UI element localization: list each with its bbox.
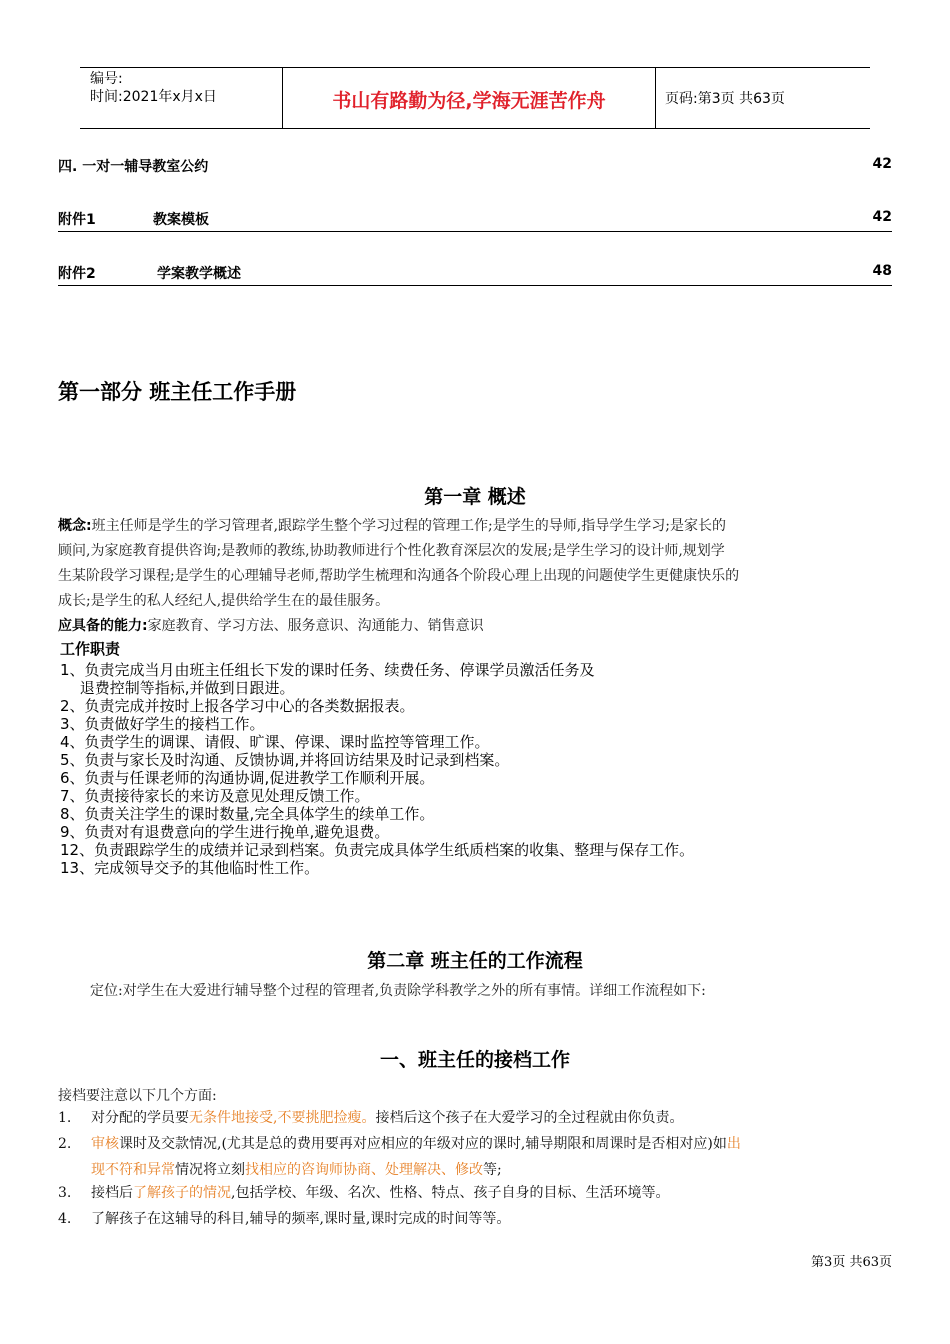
page-footer: 第3页 共63页 <box>811 1255 892 1270</box>
duty-item: 8、负责关注学生的课时数量,完全具体学生的续单工作。 <box>60 805 435 823</box>
toc-page: 48 <box>872 263 892 279</box>
header-page: 页码:第3页 共63页 <box>665 91 785 107</box>
header-bottom-rule <box>80 128 870 129</box>
duty-item: 4、负责学生的调课、请假、旷课、停课、课时监控等管理工作。 <box>60 733 490 751</box>
toc-page: 42 <box>872 209 892 225</box>
concept-label: 概念: <box>58 518 92 534</box>
header-motto: 书山有路勤为径,学海无涯苦作舟 <box>332 90 606 112</box>
toc-label: 学案教学概述 <box>157 266 241 282</box>
toc-label: 四. 一对一辅导教室公约 <box>58 159 209 175</box>
concept-line: 班主任师是学生的学习管理者,跟踪学生整个学习过程的管理工作;是学生的导师,指导学生学习;是家长的 <box>91 518 726 534</box>
highlight-text: 找相应的咨询师协商、处理解决、修改 <box>245 1162 483 1178</box>
concept-line: 成长;是学生的私人经纪人,提供给学生在的最佳服务。 <box>58 593 390 609</box>
duty-list <box>60 661 694 877</box>
section1-title: 一、班主任的接档工作 <box>379 1049 570 1071</box>
chapter2-intro: 定位:对学生在大爱进行辅导整个过程的管理者,负责除学科教学之外的所有事情。详细工作流程如下: <box>90 983 706 999</box>
duty-item: 13、完成领导交予的其他临时性工作。 <box>60 859 320 877</box>
section1-intro: 接档要注意以下几个方面: <box>58 1088 217 1104</box>
duty-item: 7、负责接待家长的来访及意见处理反馈工作。 <box>60 787 370 805</box>
highlight-text: 无条件地接受,不要挑肥捡瘦。 <box>189 1110 376 1126</box>
toc-prefix: 附件2 <box>58 266 96 282</box>
header-top-rule <box>80 67 870 68</box>
list-number: 1. <box>58 1110 72 1126</box>
ability-text: 家庭教育、学习方法、服务意识、沟通能力、销售意识 <box>147 618 484 634</box>
concept-paragraph <box>58 514 898 614</box>
ability-line <box>58 615 484 635</box>
toc-label: 教案模板 <box>153 212 209 228</box>
duty-item: 12、负责跟踪学生的成绩并记录到档案。负责完成具体学生纸质档案的收集、整理与保存工作。 <box>60 841 695 859</box>
list-number: 3. <box>58 1185 72 1201</box>
list-number: 2. <box>58 1136 72 1152</box>
toc-prefix: 附件1 <box>58 212 96 228</box>
highlight-text: 审核 <box>91 1136 119 1152</box>
concept-line: 顾问,为家庭教育提供咨询;是教师的教练,协助教师进行个性化教育深层次的发展;是学生学习的设计师,规划学 <box>58 543 725 559</box>
toc-row[interactable] <box>58 156 892 178</box>
highlight-text: 了解孩子的情况 <box>133 1185 231 1201</box>
toc-page: 42 <box>872 156 892 172</box>
list-number: 4. <box>58 1211 72 1227</box>
duty-item: 6、负责与任课老师的沟通协调,促进教学工作顺利开展。 <box>60 769 435 787</box>
chapter1-title: 第一章 概述 <box>424 486 526 508</box>
duty-item: 5、负责与家长及时沟通、反馈协调,并将回访结果及时记录到档案。 <box>60 751 510 769</box>
header-divider <box>655 67 656 129</box>
toc-row[interactable] <box>58 263 892 286</box>
ability-label: 应具备的能力: <box>58 618 148 634</box>
header-time: 时间:2021年x月x日 <box>90 89 217 105</box>
duty-item: 1、负责完成当月由班主任组长下发的课时任务、续费任务、停课学员激活任务及 <box>60 661 595 679</box>
duty-item: 2、负责完成并按时上报各学习中心的各类数据报表。 <box>60 697 415 715</box>
duty-title: 工作职责 <box>60 640 121 658</box>
chapter2-title: 第二章 班主任的工作流程 <box>367 950 583 972</box>
highlight-text: 出 <box>726 1136 741 1152</box>
toc-row[interactable] <box>58 209 892 232</box>
duty-item: 退费控制等指标,并做到日跟进。 <box>60 679 295 697</box>
concept-line: 生某阶段学习课程;是学生的心理辅导老师,帮助学生梳理和沟通各个阶段心理上出现的问题使学生更健康快乐的 <box>58 568 740 584</box>
part-title: 第一部分 班主任工作手册 <box>58 380 297 404</box>
header-number: 编号: <box>90 71 123 87</box>
duty-item: 9、负责对有退费意向的学生进行挽单,避免退费。 <box>60 823 390 841</box>
highlight-text: 现不符和异常 <box>91 1162 175 1178</box>
duty-item: 3、负责做好学生的接档工作。 <box>60 715 265 733</box>
